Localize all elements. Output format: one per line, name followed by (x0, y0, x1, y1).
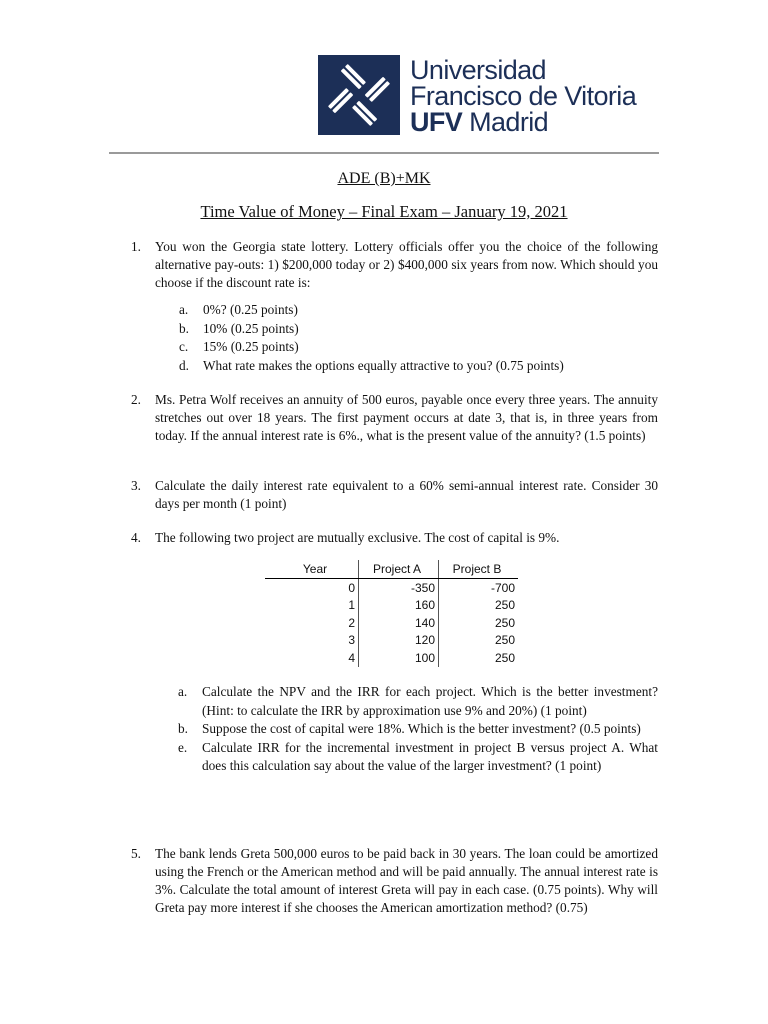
logo-emblem (318, 55, 400, 135)
table-cell: -700 (490, 580, 515, 595)
logo-line-3 (410, 109, 636, 135)
table-row (265, 597, 518, 615)
question-number: 5. (131, 846, 141, 861)
question-number: 3. (131, 478, 141, 493)
subitem (179, 301, 649, 320)
table-cell: 250 (494, 598, 515, 613)
table-cell: 100 (359, 649, 439, 667)
question-3 (131, 477, 658, 513)
table-cell: 0 (265, 579, 359, 597)
table-cell: 140 (359, 614, 439, 632)
table-header-row (265, 560, 518, 579)
question-2 (131, 391, 658, 445)
table-cell: 250 (494, 615, 515, 630)
logo-emblem-icon (318, 55, 400, 135)
table-row (265, 632, 518, 650)
table-cell: 120 (359, 632, 439, 650)
subitem-letter: b. (179, 320, 189, 336)
subitem (179, 320, 649, 339)
question-text: The following two project are mutually exclusive. The cost of capital is 9%. (155, 530, 560, 545)
table-row (265, 579, 518, 597)
table-cell: 4 (265, 649, 359, 667)
subitem-letter: b. (178, 721, 188, 736)
subitem-letter: a. (178, 684, 188, 699)
table-cell: 2 (265, 614, 359, 632)
cash-flow-table (265, 560, 518, 667)
table-row (265, 649, 518, 667)
subitem (179, 357, 649, 376)
subitem-letter: e. (178, 739, 188, 755)
table-cell: 160 (359, 597, 439, 615)
question-1-subitems (179, 301, 649, 375)
question-text: You won the Georgia state lottery. Lottery officials offer you the choice of the following alternative pay-outs: 1) $200,000 today or 2) $400,000 six years from now. Which should you choose if the discount rate is: (155, 239, 658, 290)
question-number: 2. (131, 392, 141, 407)
logo-line-2: Francisco de Vitoria (410, 81, 637, 111)
university-logo (318, 55, 658, 135)
logo-madrid: Madrid (469, 107, 549, 137)
table-row (265, 614, 518, 632)
table-cell: 1 (265, 597, 359, 615)
logo-ufv: UFV (410, 107, 463, 137)
subitem-text: What rate makes the options equally attractive to you? (0.75 points) (203, 357, 564, 373)
logo-line-1: Universidad (410, 55, 546, 85)
subitem (178, 683, 658, 720)
question-5 (131, 845, 658, 917)
question-text: Calculate the daily interest rate equivalent to a 60% semi-annual interest rate. Consider 30 days per month (1 point) (155, 478, 658, 511)
question-number: 1. (131, 239, 141, 254)
course-title: ADE (B)+MK (337, 170, 431, 187)
table-cell: 250 (494, 633, 515, 648)
table-cell: -350 (359, 579, 439, 597)
table-cell: 3 (265, 632, 359, 650)
logo-wordmark (410, 57, 636, 135)
table-cell: 250 (494, 650, 515, 665)
table-header: Year (265, 560, 359, 579)
subitem (178, 720, 658, 739)
subitem-letter: d. (179, 357, 189, 373)
subitem-text: Suppose the cost of capital were 18%. Which is the better investment? (0.5 points) (202, 721, 641, 736)
subitem-text: 0%? (0.25 points) (203, 302, 298, 317)
table-header: Project B (439, 560, 519, 579)
subitem-letter: c. (179, 339, 189, 354)
exam-title: Time Value of Money – Final Exam – January 19, 2021 (200, 202, 568, 221)
header-divider (109, 152, 659, 154)
subitem (179, 338, 649, 357)
question-text: The bank lends Greta 500,000 euros to be paid back in 30 years. The loan could be amortized using the French or the American method and will be paid annually. The annual interest rate is 3%. Calculate the total amount of interest Greta will pay in each case. (0.75 points). Why will Greta pay more interest if she chooses the American amortization method? (0.75) (155, 846, 658, 915)
question-number: 4. (131, 530, 141, 545)
subitem-text: Calculate IRR for the incremental investment in project B versus project A. What does this calculation say about the value of the larger investment? (1 point) (202, 739, 658, 773)
subitem-letter: a. (179, 302, 189, 317)
subitem-text: 15% (0.25 points) (203, 339, 299, 354)
question-1 (131, 238, 658, 292)
table-header: Project A (359, 560, 439, 579)
question-4-subitems (178, 683, 658, 776)
subitem (178, 739, 658, 776)
subitem-text: 10% (0.25 points) (203, 320, 299, 336)
question-text: Ms. Petra Wolf receives an annuity of 500 euros, payable once every three years. The annuity stretches out over 18 years. The first payment occurs at date 3, that is, in three years from today. If the annual interest rate is 6%., what is the present value of the annuity? (1.5 points) (155, 392, 658, 443)
subitem-text: Calculate the NPV and the IRR for each project. Which is the better investment? (Hint: to calculate the IRR by approximation use 9% and 20%) (1 point) (202, 684, 658, 718)
question-4 (131, 529, 658, 547)
